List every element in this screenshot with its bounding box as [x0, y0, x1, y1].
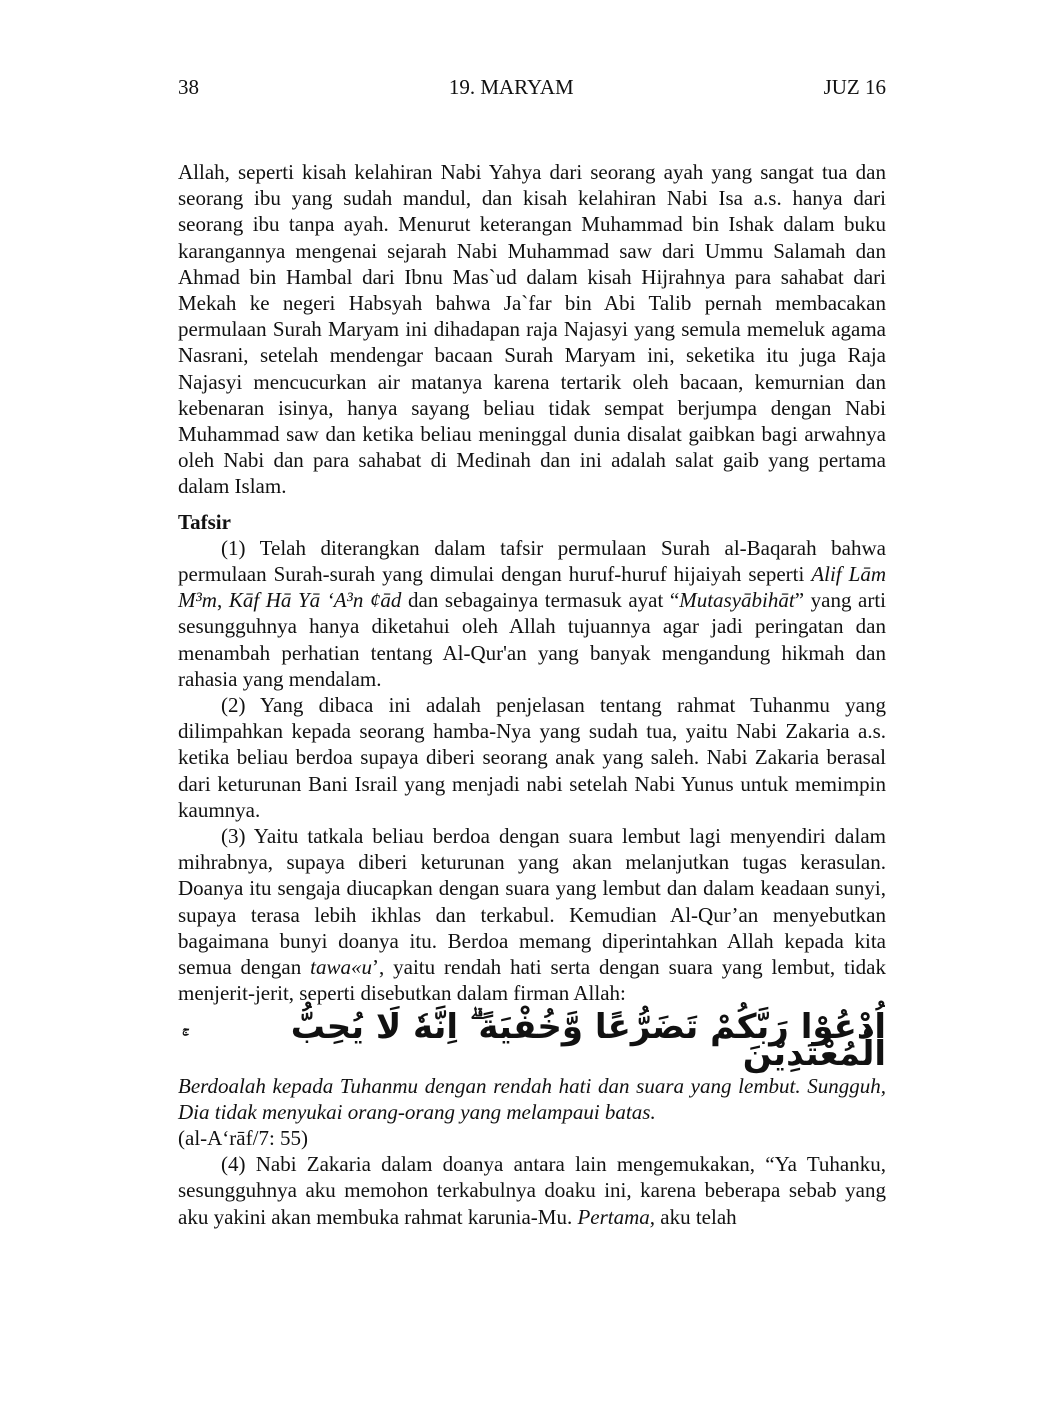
tafsir-paragraph-2: (2) Yang dibaca ini adalah penjelasan tentang rahmat Tuhanmu yang dilimpahkan kepada seorang hamba-Nya yang sudah tua, yaitu Nabi Zakaria a.s. ketika beliau berdoa supaya diberi seorang anak yang saleh. Nabi Zakaria berasal dari keturunan Bani Israil yang menjadi nabi setelah Nabi Yunus untuk memimpin kaumnya.: [178, 693, 886, 822]
tafsir-paragraph-1: (1) Telah diterangkan dalam tafsir permulaan Surah al-Baqarah bahwa permulaan Surah-surah yang dimulai dengan huruf-huruf hijaiyah seperti Alif Lām M³m, Kāf Hā Yā ‘A³n ¢ād dan sebagainya termasuk ayat “Mutasyābihāt” yang arti sesungguhnya hanya diketahui oleh Allah tujuannya agar jadi peringatan dan menambah perhatian tentang Al-Qur'an yang banyak mengandung hikmah dan rahasia yang mendalam.: [178, 535, 887, 691]
section-heading: Tafsir: [178, 509, 231, 534]
tafsir-paragraph-3: (3) Yaitu tatkala beliau berdoa dengan suara lembut lagi menyendiri dalam mihrabnya, supaya diberi keturunan yang akan melanjutkan tugas kerasulan. Doanya itu sengaja diucapkan dengan suara yang lembut dan dalam keadaan sunyi, supaya terasa lebih ikhlas dan terkabul. Kemudian Al-Qur’an menyebutkan bagaimana bunyi doanya itu. Berdoa memang diperintahkan Allah kepada kita semua dengan tawa«u’, yaitu rendah hati serta dengan suara yang lembut, tidak menjerit-jerit, seperti disebutkan dalam firman Allah:: [178, 824, 886, 1006]
page-header: [178, 74, 886, 100]
verse-arabic-text: اُدْعُوْا رَبَّكُمْ تَضَرُّعًا وَّخُفْيَةً ۗ اِنَّهٗ لَا يُحِبُّ الْمُعْتَدِيْنَ: [290, 1007, 886, 1074]
quran-verse: [178, 1007, 886, 1074]
verse-reference: (al-A‘rāf/7: 55): [178, 1125, 309, 1150]
juz-label: JUZ 16: [823, 75, 886, 99]
tafsir-paragraph-4: (4) Nabi Zakaria dalam doanya antara lain mengemukakan, “Ya Tuhanku, sesungguhnya aku memohon terkabulnya doaku ini, karena beberapa sebab yang aku yakini akan membuka rahmat karunia-Mu. Pertama, aku telah: [178, 1152, 886, 1229]
page-number: 38: [178, 75, 199, 99]
surah-title: 19. MARYAM: [448, 75, 574, 99]
verse-translation: Berdoalah kepada Tuhanmu dengan rendah hati dan suara yang lembut. Sungguh, Dia tidak menyukai orang-orang yang melampaui batas.: [178, 1073, 886, 1124]
page-body: [178, 159, 886, 1230]
intro-paragraph: Allah, seperti kisah kelahiran Nabi Yahya dari seorang ayah yang sangat tua dan seorang ibu yang sudah mandul, dan kisah kelahiran Nabi Isa a.s. hanya dari seorang ibu tanpa ayah. Menurut keterangan Muhammad bin Ishak dalam buku karangannya mengenai sejarah Nabi Muhammad saw dari Ummu Salamah dan Ahmad bin Hambal dari Ibnu Mas`ud dalam kisah Hijrahnya para sahabat dari Mekah ke negeri Habsyah bahwa Ja`far bin Abi Talib pernah membacakan permulaan Surah Maryam ini dihadapan raja Najasyi yang semula memeluk agama Nasrani, setelah mendengar bacaan Surah Maryam ini, seketika itu juga Raja Najasyi mencucurkan air matanya karena tertarik oleh bacaan, kemurnian dan kebenaran isinya, hanya sayang beliau tidak sempat berjumpa dengan Nabi Muhammad saw dan ketika beliau meninggal dunia disalat gaibkan bagi arwahnya oleh Nabi dan para sahabat di Medinah dan ini adalah salat gaib yang pertama dalam Islam.: [178, 160, 886, 499]
